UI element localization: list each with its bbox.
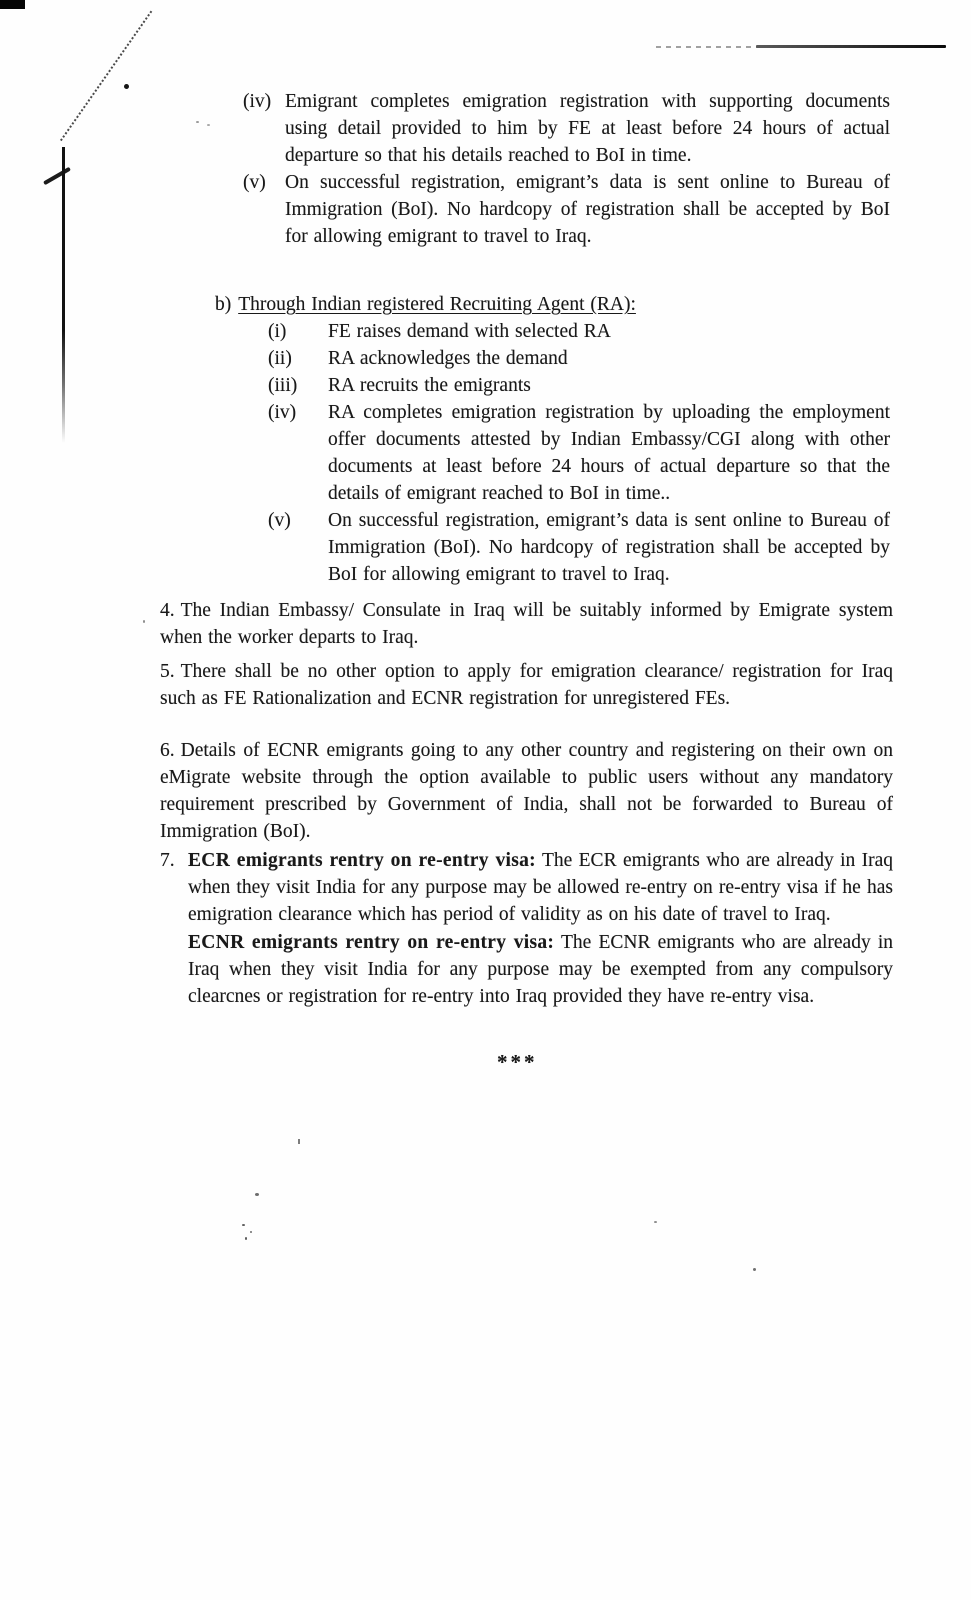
paragraph-number: 7. xyxy=(160,850,175,871)
section-b-heading-line xyxy=(215,291,890,318)
paragraph-text: The ECNR emigrants who are already in Iraq when they visit India for any purpose may be exempted from any compulsory clearcnes or registration for re-entry into Iraq provided they have re-entry visa. xyxy=(188,932,894,1007)
scan-corner-bar xyxy=(0,0,25,9)
scan-speck xyxy=(245,1237,247,1240)
list-item-label: (iv) xyxy=(268,402,297,423)
paragraph-7 xyxy=(160,847,893,928)
scan-pen-stroke xyxy=(43,167,71,185)
list-item-text: On successful registration, emigrant’s data is sent online to Bureau of Immigration (BoI). No hardcopy of registration shall be accepted by BoI for allowing emigrant to travel to Iraq. xyxy=(285,172,890,247)
list-item xyxy=(243,169,890,250)
scan-speck xyxy=(654,1221,657,1223)
scan-speck xyxy=(207,124,210,126)
scan-speck xyxy=(298,1139,300,1144)
list-item-label: (v) xyxy=(243,172,266,193)
paragraph-text: Details of ECNR emigrants going to any other country and registering on their own on eMigrate website through the option available to public users without any mandatory requirement prescribed by Government of India, shall not be forwarded to Bureau of Immigration (BoI). xyxy=(160,740,893,842)
list-item-text: Emigrant completes emigration registration with supporting documents using detail provided to him by FE at least before 24 hours of actual departure so that his details reached to BoI in time. xyxy=(285,91,890,166)
ecnr-runin-heading: ECNR emigrants rentry on re-entry visa: xyxy=(188,932,555,953)
paragraph-6 xyxy=(160,737,893,845)
list-item xyxy=(215,318,890,345)
list-item-label: (iii) xyxy=(268,375,298,396)
paragraph-text: The Indian Embassy/ Consulate in Iraq will be suitably informed by Emigrate system when the worker departs to Iraq. xyxy=(160,600,893,648)
list-item-text: RA acknowledges the demand xyxy=(328,348,568,369)
section-b-label: b) xyxy=(215,294,232,315)
paragraph-text: The ECR emigrants who are already in Iraq when they visit India for any purpose may be allowed re-entry on re-entry visa if he has emigration clearance which has period of validity as on his date of travel to Iraq. xyxy=(188,850,893,925)
scan-diagonal-scratch xyxy=(60,11,152,142)
paragraph-number: 4. xyxy=(160,600,175,621)
list-section-a xyxy=(243,88,890,250)
scan-speck xyxy=(250,1231,252,1233)
list-item xyxy=(215,399,890,507)
paragraph-7-ecr xyxy=(188,847,893,928)
list-item-text: FE raises demand with selected RA xyxy=(328,321,611,342)
scan-speck xyxy=(143,620,145,623)
list-item-text: RA recruits the emigrants xyxy=(328,375,531,396)
paragraph-7-ecnr xyxy=(188,929,893,1010)
list-item-label: (iv) xyxy=(243,91,272,112)
list-item xyxy=(243,88,890,169)
list-item xyxy=(215,507,890,588)
paragraph-4 xyxy=(160,597,893,651)
section-b xyxy=(215,291,890,588)
scan-speck xyxy=(255,1193,259,1196)
scan-speck xyxy=(196,121,199,123)
ecr-runin-heading: ECR emigrants rentry on re-entry visa: xyxy=(188,850,536,871)
list-item xyxy=(215,345,890,372)
scan-speck xyxy=(124,84,129,89)
list-item-label: (i) xyxy=(268,321,287,342)
list-section-b xyxy=(215,318,890,588)
paragraph-text: There shall be no other option to apply for emigration clearance/ registration for Iraq such as FE Rationalization and ECNR registration for unregistered FEs. xyxy=(160,661,893,709)
scan-speck xyxy=(242,1224,245,1226)
scan-dashed-line-solid xyxy=(756,45,946,48)
list-item xyxy=(215,372,890,399)
paragraph-number: 6. xyxy=(160,740,175,761)
paragraph-5 xyxy=(160,658,893,712)
scan-dashed-line-faint xyxy=(656,46,758,48)
paragraph-number: 5. xyxy=(160,661,175,682)
scan-vertical-line xyxy=(62,147,65,443)
scan-speck xyxy=(753,1268,756,1271)
list-item-label: (v) xyxy=(268,510,291,531)
list-item-label: (ii) xyxy=(268,348,292,369)
list-item-text: RA completes emigration registration by uploading the employment offer documents attested by Indian Embassy/CGI along with other documents at least before 24 hours of actual departure so that the details of emigrant reached to BoI in time.. xyxy=(328,402,890,504)
list-item-text: On successful registration, emigrant’s data is sent online to Bureau of Immigration (BoI). No hardcopy of registration shall be accepted by BoI for allowing emigrant to travel to Iraq. xyxy=(328,510,890,585)
section-b-heading: Through Indian registered Recruiting Agent (RA): xyxy=(238,294,636,315)
end-of-document-mark: *** xyxy=(497,1050,538,1074)
